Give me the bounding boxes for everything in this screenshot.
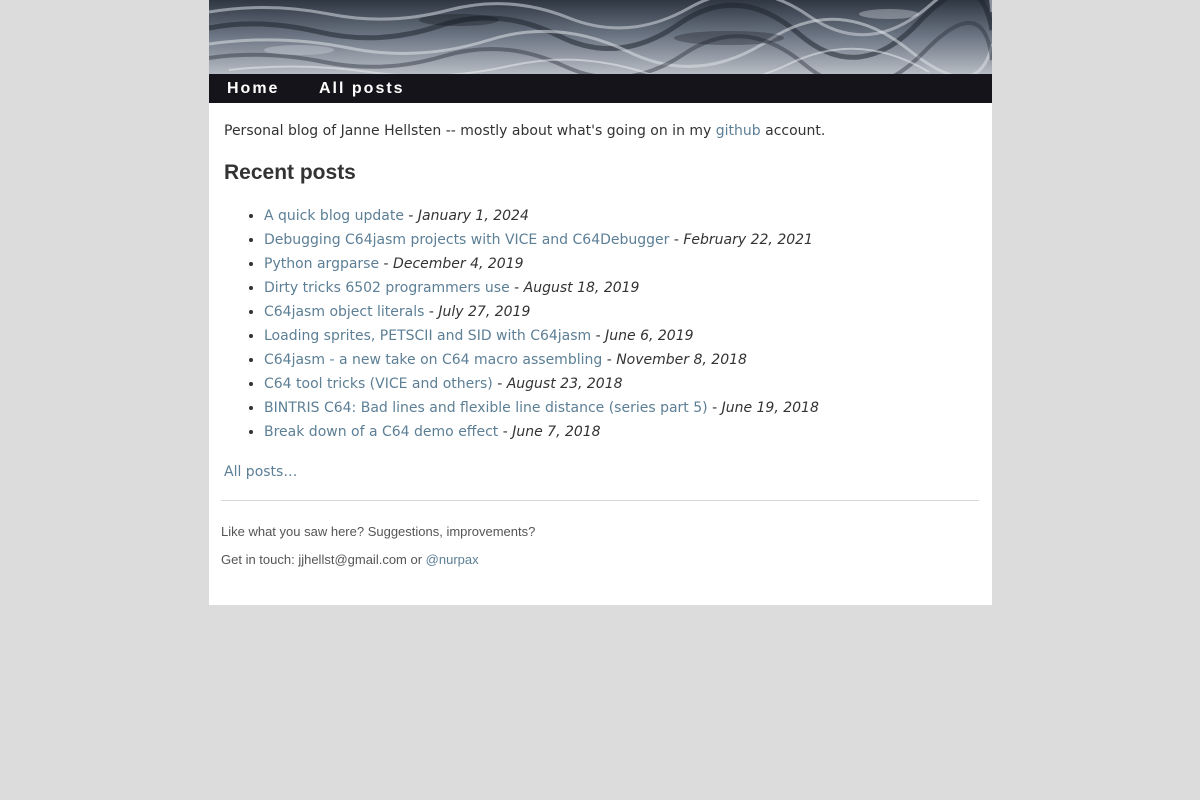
post-separator: - bbox=[591, 328, 606, 344]
nav-all-posts-link[interactable]: All posts bbox=[319, 80, 405, 97]
top-navbar bbox=[209, 74, 992, 103]
post-link[interactable]: A quick blog update bbox=[264, 208, 404, 224]
post-separator: - bbox=[498, 424, 513, 440]
post-link[interactable]: BINTRIS C64: Bad lines and flexible line distance (series part 5) bbox=[264, 400, 708, 416]
post-separator: - bbox=[509, 280, 524, 296]
intro-text-after: account. bbox=[760, 123, 826, 139]
intro-paragraph bbox=[224, 119, 979, 143]
post-separator: - bbox=[669, 232, 684, 248]
post-date: June 7, 2018 bbox=[512, 424, 601, 440]
main-content bbox=[224, 119, 979, 480]
post-link[interactable]: C64jasm - a new take on C64 macro assembling bbox=[264, 352, 603, 368]
post-list-item bbox=[264, 204, 819, 228]
post-separator: - bbox=[403, 208, 418, 224]
footer-line-1: Like what you saw here? Suggestions, improvements? bbox=[221, 524, 536, 539]
post-link[interactable]: Dirty tricks 6502 programmers use bbox=[264, 280, 510, 296]
post-date: July 27, 2019 bbox=[438, 304, 531, 320]
post-link[interactable]: Debugging C64jasm projects with VICE and C64Debugger bbox=[264, 232, 670, 248]
post-link[interactable]: Python argparse bbox=[264, 256, 380, 272]
footer-line-2 bbox=[221, 550, 535, 570]
footer-contact-text: Get in touch: jjhellst@gmail.com or bbox=[221, 552, 426, 567]
post-list-item bbox=[264, 276, 819, 300]
post-separator: - bbox=[424, 304, 439, 320]
post-list-item bbox=[264, 228, 819, 252]
recent-posts-heading: Recent posts bbox=[224, 161, 356, 184]
post-separator: - bbox=[707, 400, 722, 416]
post-link[interactable]: C64jasm object literals bbox=[264, 304, 425, 320]
github-link[interactable]: github bbox=[715, 123, 761, 139]
post-date: December 4, 2019 bbox=[393, 256, 524, 272]
header-banner-image bbox=[209, 0, 992, 74]
footer bbox=[221, 522, 535, 578]
nav-home-link[interactable]: Home bbox=[227, 80, 280, 97]
post-list-item bbox=[264, 396, 819, 420]
all-posts-link[interactable]: All posts… bbox=[224, 464, 298, 480]
footer-divider bbox=[221, 500, 979, 501]
post-date: August 23, 2018 bbox=[506, 376, 623, 392]
post-list-item bbox=[264, 372, 819, 396]
post-link[interactable]: C64 tool tricks (VICE and others) bbox=[264, 376, 493, 392]
intro-text-before: Personal blog of Janne Hellsten -- mostly about what's going on in my bbox=[224, 123, 716, 139]
twitter-link[interactable]: @nurpax bbox=[425, 552, 479, 567]
post-link[interactable]: Break down of a C64 demo effect bbox=[264, 424, 499, 440]
post-separator: - bbox=[379, 256, 394, 272]
post-date: June 6, 2019 bbox=[605, 328, 694, 344]
post-list-item bbox=[264, 420, 819, 444]
post-date: November 8, 2018 bbox=[616, 352, 747, 368]
post-list-item bbox=[264, 300, 819, 324]
page-container bbox=[209, 0, 992, 605]
post-separator: - bbox=[602, 352, 617, 368]
post-separator: - bbox=[492, 376, 507, 392]
post-date: February 22, 2021 bbox=[683, 232, 813, 248]
post-list-item bbox=[264, 348, 819, 372]
post-date: January 1, 2024 bbox=[417, 208, 529, 224]
post-date: August 18, 2019 bbox=[523, 280, 640, 296]
post-list-item bbox=[264, 252, 819, 276]
post-list-item bbox=[264, 324, 819, 348]
recent-posts-list bbox=[224, 204, 819, 444]
post-link[interactable]: Loading sprites, PETSCII and SID with C64jasm bbox=[264, 328, 592, 344]
post-date: June 19, 2018 bbox=[721, 400, 819, 416]
